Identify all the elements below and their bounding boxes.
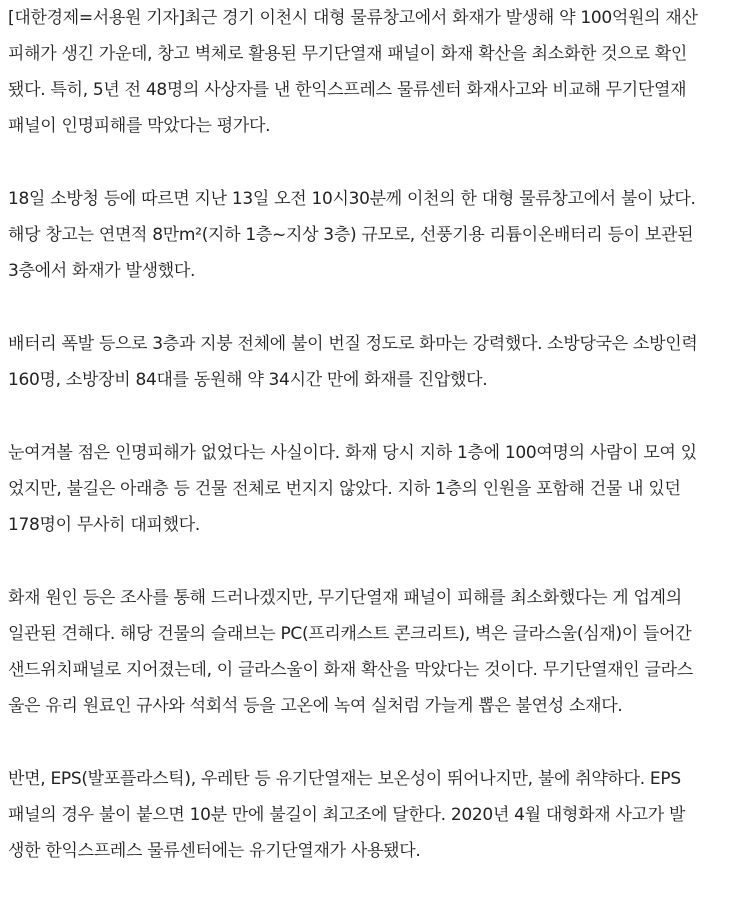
text-line: 일관된 견해다. 해당 건물의 슬래브는 PC(프리캐스트 콘크리트), 벽은 글라스울(심재)이 들어간: [8, 624, 692, 644]
text-line: 배터리 폭발 등으로 3층과 지붕 전체에 불이 번질 정도로 화마는 강력했다. 소방당국은 소방인력: [8, 334, 698, 354]
text-line: 178명이 무사히 대피했다.: [8, 515, 200, 535]
text-line: 160명, 소방장비 84대를 동원해 약 34시간 만에 화재를 진압했다.: [8, 370, 488, 390]
paragraph-2: [8, 181, 742, 289]
text-line: 해당 창고는 연면적 8만m²(지하 1층~지상 3층) 규모로, 선풍기용 리튬이온배터리 등이 보관된: [8, 225, 694, 245]
text-line: 눈여겨볼 점은 인명피해가 없었다는 사실이다. 화재 당시 지하 1층에 100여명의 사람이 모여 있: [8, 443, 697, 463]
paragraph-4: [8, 435, 742, 543]
text-line: 울은 유리 원료인 규사와 석회석 등을 고온에 녹여 실처럼 가늘게 뽑은 불연성 소재다.: [8, 696, 623, 716]
text-line: 18일 소방청 등에 따르면 지난 13일 오전 10시30분께 이천의 한 대형 물류창고에서 불이 났다.: [8, 189, 696, 209]
text-line: 피해가 생긴 가운데, 창고 벽체로 활용된 무기단열재 패널이 화재 확산을 최소화한 것으로 확인: [8, 44, 687, 64]
paragraph-1: [8, 0, 742, 144]
paragraph-3: [8, 326, 742, 398]
text-line: [대한경제=서용원 기자]최근 경기 이천시 대형 물류창고에서 화재가 발생해 약 100억원의 재산: [8, 8, 698, 28]
text-line: 3층에서 화재가 발생했다.: [8, 261, 196, 281]
text-line: 생한 한익스프레스 물류센터에는 유기단열재가 사용됐다.: [8, 841, 421, 861]
text-line: 샌드위치패널로 지어졌는데, 이 글라스울이 화재 확산을 막았다는 것이다. 무기단열재인 글라스: [8, 660, 693, 680]
text-line: 패널이 인명피해를 막았다는 평가다.: [8, 116, 271, 136]
article-body: [8, 0, 742, 906]
text-line: 화재 원인 등은 조사를 통해 드러나겠지만, 무기단열재 패널이 피해를 최소화했다는 게 업계의: [8, 588, 682, 608]
text-line: 됐다. 특히, 5년 전 48명의 사상자를 낸 한익스프레스 물류센터 화재사고와 비교해 무기단열재: [8, 80, 687, 100]
text-line: 었지만, 불길은 아래층 등 건물 전체로 번지지 않았다. 지하 1층의 인원을 포함해 건물 내 있던: [8, 479, 681, 499]
paragraph-6: [8, 761, 742, 869]
text-line: 반면, EPS(발포플라스틱), 우레탄 등 유기단열재는 보온성이 뛰어나지만, 불에 취약하다. EPS: [8, 769, 681, 789]
text-line: 패널의 경우 불이 붙으면 10분 만에 불길이 최고조에 달한다. 2020년 4월 대형화재 사고가 발: [8, 805, 686, 825]
paragraph-5: [8, 580, 742, 724]
